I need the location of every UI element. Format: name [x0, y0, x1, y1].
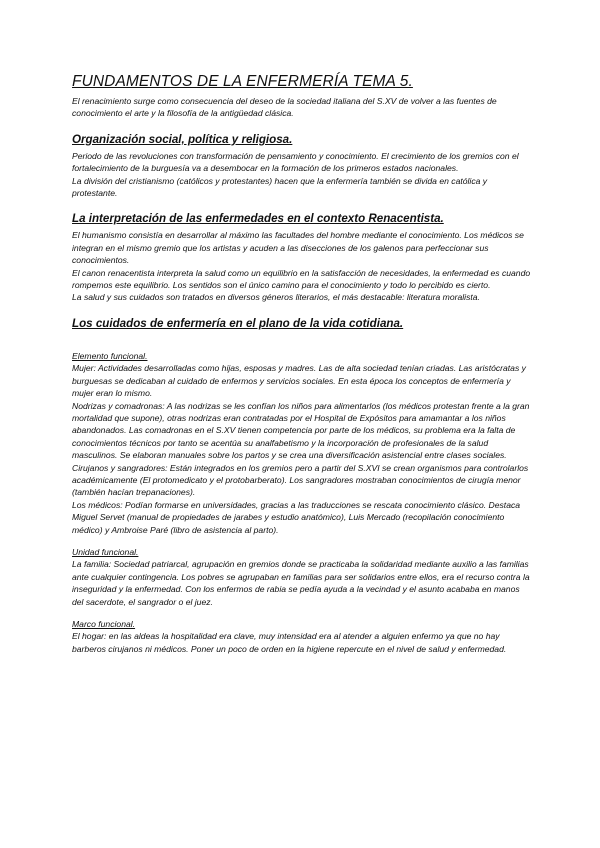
paragraph: La familia: Sociedad patriarcal, agrupación en gremios donde se practicaba la solidaridad mediante auxilio a las familias ante cualquier contingencia. Los pobres se agrupaban en familias para ser solidarios entre ellos, era el recurso contra la inseguridad y la enfermedad. Con los enfermos de rabia se pedía ayuda a la vecindad y el asunto acababa en manos del sacerdote, el sangrador o el juez.	[72, 559, 530, 607]
paragraph: Nodrizas y comadronas: A las nodrizas se les confían los niños para alimentarlos (los médicos protestan frente a la gran mortalidad que supone), otras nodrizas eran contratadas por el Hospital de Expósitos para amamantar a los niños abandonados. Las comadronas en el S.XV tienen competencia por parte de los médicos, su problema era la falta de conocimientos técnicos por tanto se acentúa su analfabetismo y la incorporación de profesionales de la salud masculinos. Se elaboran manuales sobre los partos y se crea una diversificación asistencial entre clases sociales.	[72, 400, 530, 461]
paragraph: Periodo de las revoluciones con transformación de pensamiento y conocimiento. El crecimiento de los gremios con el fortalecimiento de la burguesía va a desembocar en la formación de los primeros estados nacionales.	[72, 150, 519, 174]
paragraph: El humanismo consistía en desarrollar al máximo las facultades del hombre mediante el conocimiento. Los médicos se integran en el mismo gremio que los artistas y acuden a las disecciones de los galenos para perfeccionar sus conocimientos.	[72, 230, 524, 266]
paragraph: El canon renacentista interpreta la salud como un equilibrio en la satisfacción de necesidades, la enfermedad es cuando rompemos este equilibrio. Los sentidos son el único camino para el conocimiento y todo lo percibido es cierto.	[72, 267, 531, 291]
paragraph: Los médicos: Podían formarse en universidades, gracias a las traducciones se rescata conocimiento clásico. Destaca Miguel Servet (manual de propiedades de jarabes y estudio anatómico), Luis Mercado (recopilación conocimiento médico) y Ambroise Paré (libro de asistencia al parto).	[72, 499, 521, 535]
section-heading-cuidados: Los cuidados de enfermería en el plano de la vida cotidiana.	[72, 316, 404, 330]
paragraph: El hogar: en las aldeas la hospitalidad era clave, muy intensidad era al atender a alguien enfermo ya que no hay barberos cirujanos ni médicos. Poner un poco de orden en la higiene repercute en el nivel de salud y enfermedad.	[72, 631, 507, 654]
paragraph: La salud y sus cuidados son tratados en diversos géneros literarios, el más destacable: literatura moralista.	[72, 292, 480, 303]
paragraph: La división del cristianismo (católicos y protestantes) hacen que la enfermería también se divida en católica y protestante.	[72, 175, 488, 199]
document-content	[72, 73, 532, 655]
section-heading-organizacion: Organización social, política y religiosa.	[72, 132, 293, 146]
subheading-elemento-funcional: Elemento funcional.	[72, 350, 148, 361]
section-heading-interpretacion: La interpretación de las enfermedades en el contexto Renacentista.	[72, 212, 444, 226]
intro-paragraph: El renacimiento surge como consecuencia del deseo de la sociedad italiana del S.XV de volver a las fuentes de conocimiento el arte y la filosofía de la antigüedad clásica.	[72, 96, 497, 119]
paragraph: Cirujanos y sangradores: Están integrados en los gremios pero a partir del S.XVI se crean organismos para controlarlos académicamente (El protomedicato y el protobarberato). Los sangradores mostraban conocimientos de cirugía menor (también hacían trepanaciones).	[72, 462, 529, 498]
subheading-marco-funcional: Marco funcional.	[72, 619, 136, 629]
document-title: FUNDAMENTOS DE LA ENFERMERÍA TEMA 5.	[72, 73, 413, 90]
subheading-unidad-funcional: Unidad funcional.	[72, 546, 139, 557]
paragraph: Mujer: Actividades desarrolladas como hijas, esposas y madres. Las de alta sociedad tenían criadas. Las aristócratas y burguesas se dedicaban al cuidado de enfermos y servicios sociales. En esta época los conceptos de enfermería y mujer eran lo mismo.	[72, 363, 526, 399]
